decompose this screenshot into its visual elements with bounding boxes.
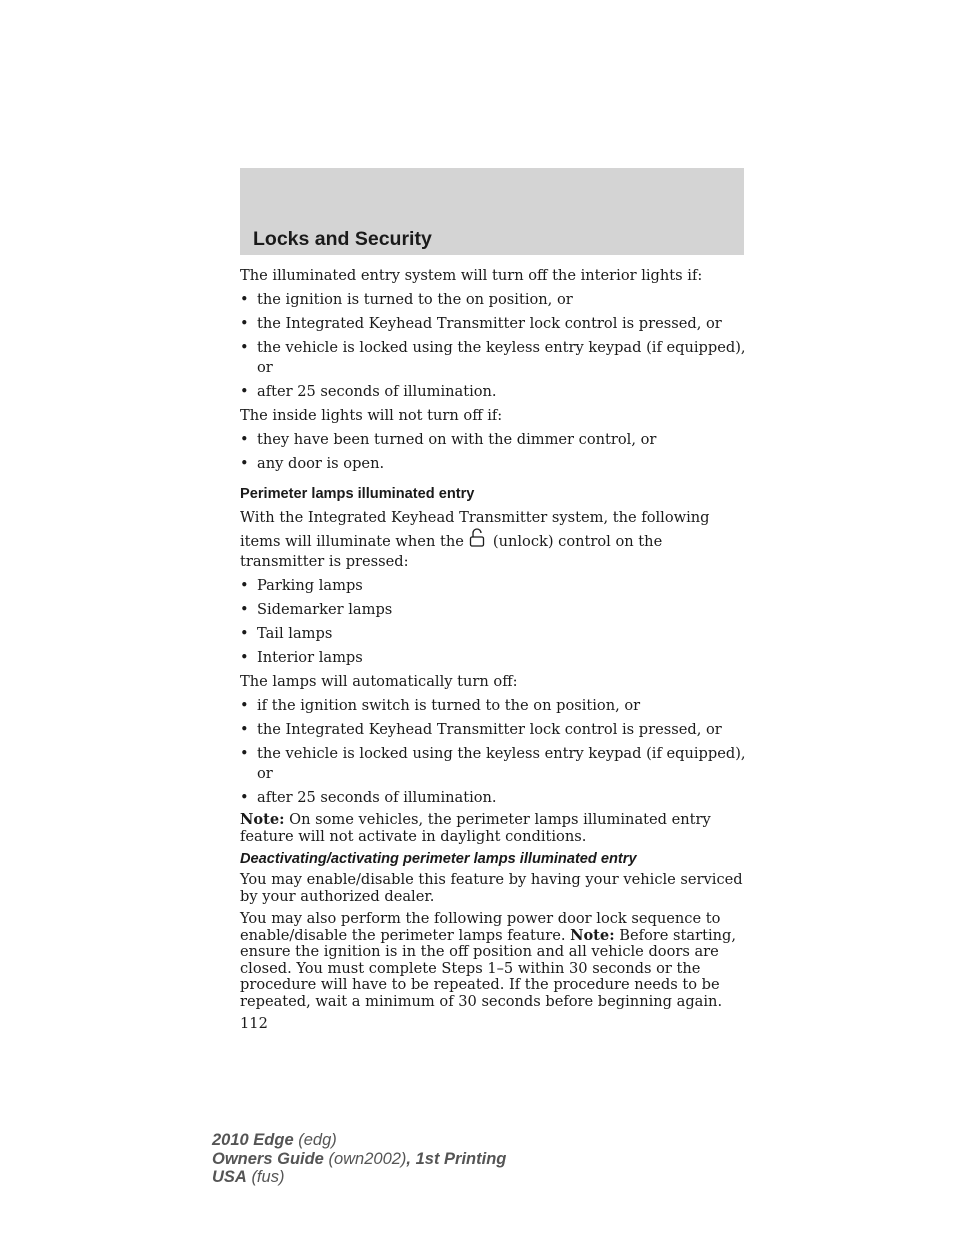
print-footer	[212, 1131, 506, 1187]
page-content	[240, 266, 748, 1034]
perimeter-list-2	[240, 696, 748, 808]
page-number: 112	[240, 1015, 268, 1032]
list-item: • the vehicle is locked using the keyless entry keypad (if equipped), or	[240, 745, 746, 782]
deactivating-paragraph-1: You may enable/disable this feature by having your vehicle serviced by your authorized dealer.	[240, 871, 743, 905]
list-item: • the Integrated Keyhead Transmitter lock control is pressed, or	[240, 721, 722, 738]
intro-lead: The illuminated entry system will turn off the interior lights if:	[240, 267, 703, 284]
deactivating-heading: Deactivating/activating perimeter lamps illuminated entry	[240, 851, 637, 867]
list-item: • Sidemarker lamps	[240, 601, 393, 618]
intro-list-2	[240, 430, 748, 474]
list-item: • after 25 seconds of illumination.	[240, 789, 497, 806]
perimeter-list	[240, 576, 748, 668]
list-item: • if the ignition switch is turned to the on position, or	[240, 697, 641, 714]
list-item: • the vehicle is locked using the keyless entry keypad (if equipped), or	[240, 339, 746, 376]
footer-line-3: USA (fus)	[212, 1168, 285, 1186]
perimeter-paragraph: With the Integrated Keyhead Transmitter system, the following items will illuminate when the (unlock) control on the transmitter is pressed:	[240, 509, 710, 570]
deactivating-paragraph-2: You may also perform the following power door lock sequence to enable/disable the perimeter lamps feature. Note: Before starting, ensure the ignition is in the off position and all vehicle doors are closed. You must complete Steps 1–5 within 30 seconds or the procedure will have to be repeated. If the procedure needs to be repeated, wait a minimum of 30 seconds before beginning again.	[240, 910, 736, 1010]
list-item: • the Integrated Keyhead Transmitter lock control is pressed, or	[240, 315, 722, 332]
list-item: • after 25 seconds of illumination.	[240, 383, 497, 400]
list-item: • they have been turned on with the dimmer control, or	[240, 431, 657, 448]
section-title: Locks and Security	[253, 228, 432, 250]
list-item: • any door is open.	[240, 455, 385, 472]
footer-line-1: 2010 Edge (edg)	[212, 1131, 337, 1149]
intro-list	[240, 290, 748, 402]
perimeter-lead-2: The lamps will automatically turn off:	[240, 673, 518, 690]
perimeter-note: Note: On some vehicles, the perimeter lamps illuminated entry feature will not activate in daylight conditions.	[240, 811, 711, 845]
intro-lead-2: The inside lights will not turn off if:	[240, 407, 503, 424]
perimeter-heading: Perimeter lamps illuminated entry	[240, 486, 475, 502]
list-item: • Interior lamps	[240, 649, 363, 666]
section-banner	[240, 168, 744, 255]
list-item: • Parking lamps	[240, 577, 363, 594]
list-item: • the ignition is turned to the on position, or	[240, 291, 573, 308]
list-item: • Tail lamps	[240, 625, 333, 642]
unlock-icon	[468, 528, 490, 548]
footer-line-2: Owners Guide (own2002), 1st Printing	[212, 1149, 507, 1168]
